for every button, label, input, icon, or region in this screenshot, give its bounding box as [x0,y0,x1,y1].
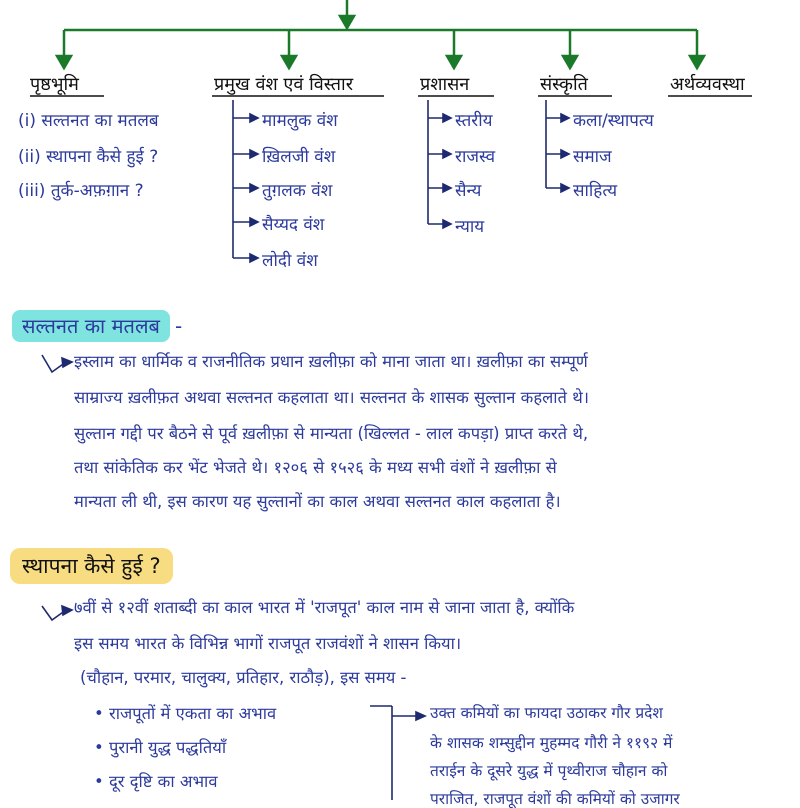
list-item: तुग़लक वंश [262,181,333,201]
category-administration: प्रशासन [420,74,470,95]
list-item: साहित्य [573,181,618,201]
paragraph-line: इस समय भारत के विभिन्न भागों राजपूत राजवंशों ने शासन किया। [74,634,462,653]
list-item: सैन्य [455,181,482,201]
note-line: के शासक शम्सुद्दीन मुहम्मद गौरी ने ११९२ में [430,734,673,752]
list-item: न्याय [455,217,485,237]
paragraph-line: सुल्तान गद्दी पर बैठने से पूर्व ख़लीफ़ा से मान्यता (खिल्लत - लाल कपड़ा) प्राप्त करते थे, [74,424,589,443]
category-dynasties: प्रमुख वंश एवं विस्तार [214,74,354,95]
paragraph-line: इस्लाम का धार्मिक व राजनीतिक प्रधान ख़लीफ़ा को माना जाता था। ख़लीफ़ा का सम्पूर्ण [74,352,588,371]
paragraph-line: साम्राज्य ख़लीफ़त अथवा सल्तनत कहलाता था। सल्तनत के शासक सुल्तान कहलाते थे। [74,388,589,407]
paragraph-line: (चौहान, परमार, चालुक्य, प्रतिहार, राठौड़), इस समय - [80,668,407,687]
category-culture: संस्कृति [540,74,588,95]
section-heading-establishment: स्थापना कैसे हुई ? [10,552,173,580]
category-background: पृष्ठभूमि [30,74,79,95]
list-item: ख़िलजी वंश [262,147,336,167]
category-economy: अर्थव्यवस्था [670,74,745,95]
section-heading-meaning: सल्तनत का मतलब - [12,312,182,339]
list-item: (i) सल्तनत का मतलब [18,111,159,131]
bullet-item: • दूर दृष्टि का अभाव [94,774,218,791]
paragraph-line: ७वीं से १२वीं शताब्दी का काल भारत में 'राजपूत' काल नाम से जाना जाता है, क्योंकि [74,598,575,617]
list-item: समाज [573,147,612,167]
list-item: राजस्व [455,147,496,167]
bullet-item: • पुरानी युद्ध पद्धतियाँ [94,740,226,757]
paragraph-line: तथा सांकेतिक कर भेंट भेजते थे। १२०६ से १५२६ के मध्य सभी वंशों ने ख़लीफ़ा से [74,458,557,477]
list-item: मामलुक वंश [262,111,338,131]
note-line: उक्त कमियों का फायदा उठाकर गौर प्रदेश [430,704,663,722]
list-item: लोदी वंश [262,251,318,271]
note-line: तराईन के दूसरे युद्ध में पृथ्वीराज चौहान को [430,762,668,780]
list-item: (ii) स्थापना कैसे हुई ? [18,147,159,167]
note-line: पराजित, राजपूत वंशों की कमियों को उजागर [430,790,680,808]
paragraph-line: मान्यता ली थी, इस कारण यह सुल्तानों का काल अथवा सल्तनत काल कहलाता है। [74,492,561,511]
list-item: स्तरीय [455,111,493,131]
list-item: सैय्यद वंश [262,215,325,235]
list-item: कला/स्थापत्य [573,111,654,131]
bullet-item: • राजपूतों में एकता का अभाव [94,706,276,723]
list-item: (iii) तुर्क-अफ़ग़ान ? [18,181,144,201]
